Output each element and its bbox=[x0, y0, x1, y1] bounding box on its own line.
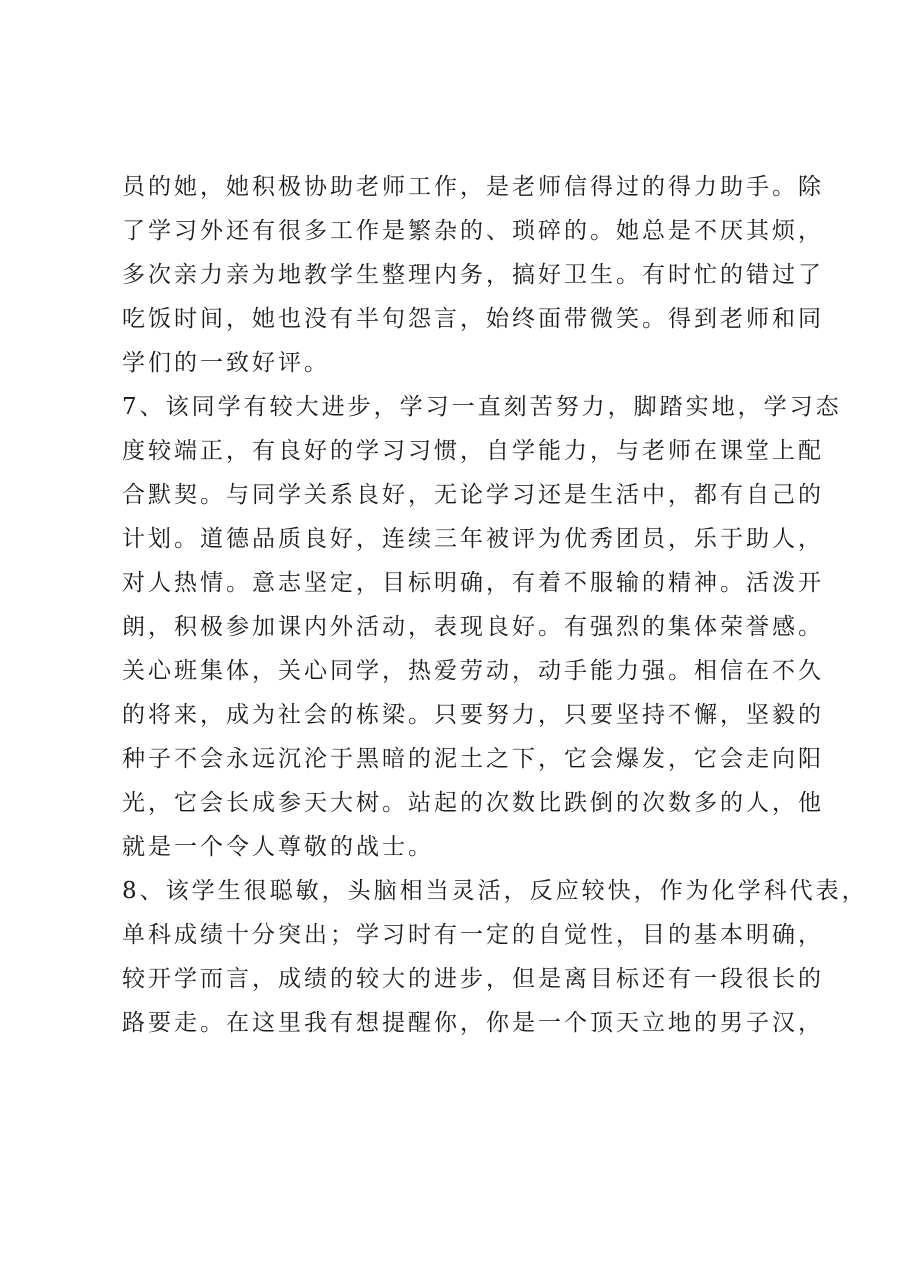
text-line: 合默契。与同学关系良好，无论学习还是生活中，都有自己的 bbox=[122, 482, 824, 508]
text-line: 7、该同学有较大进步，学习一直刻苦努力，脚踏实地，学习态 bbox=[122, 394, 842, 420]
text-line: 就是一个令人尊敬的战士。 bbox=[122, 834, 434, 860]
text-line: 8、该学生很聪敏，头脑相当灵活，反应较快，作为化学科代表， bbox=[122, 878, 868, 904]
text-line: 朗，积极参加课内外活动，表现良好。有强烈的集体荣誉感。 bbox=[122, 614, 824, 640]
text-line: 的将来，成为社会的栋梁。只要努力，只要坚持不懈，坚毅的 bbox=[122, 702, 824, 728]
text-line: 员的她，她积极协助老师工作，是老师信得过的得力助手。除 bbox=[122, 174, 824, 200]
text-line: 吃饭时间，她也没有半句怨言，始终面带微笑。得到老师和同 bbox=[122, 306, 824, 332]
text-line: 种子不会永远沉沦于黑暗的泥土之下，它会爆发，它会走向阳 bbox=[122, 746, 824, 772]
text-line: 关心班集体，关心同学，热爱劳动，动手能力强。相信在不久 bbox=[122, 658, 824, 684]
text-body bbox=[122, 165, 868, 1045]
text-line: 对人热情。意志坚定，目标明确，有着不服输的精神。活泼开 bbox=[122, 570, 824, 596]
text-line: 计划。道德品质良好，连续三年被评为优秀团员，乐于助人， bbox=[122, 526, 824, 552]
text-line: 光，它会长成参天大树。站起的次数比跌倒的次数多的人，他 bbox=[122, 790, 824, 816]
text-line: 路要走。在这里我有想提醒你，你是一个顶天立地的男子汉， bbox=[122, 1010, 824, 1036]
text-line: 较开学而言，成绩的较大的进步，但是离目标还有一段很长的 bbox=[122, 966, 824, 992]
text-line: 度较端正，有良好的学习习惯，自学能力，与老师在课堂上配 bbox=[122, 438, 824, 464]
text-line: 学们的一致好评。 bbox=[122, 350, 330, 376]
text-line: 单科成绩十分突出；学习时有一定的自觉性，目的基本明确， bbox=[122, 922, 824, 948]
text-line: 了学习外还有很多工作是繁杂的、琐碎的。她总是不厌其烦， bbox=[122, 218, 824, 244]
text-line: 多次亲力亲为地教学生整理内务，搞好卫生。有时忙的错过了 bbox=[122, 262, 824, 288]
